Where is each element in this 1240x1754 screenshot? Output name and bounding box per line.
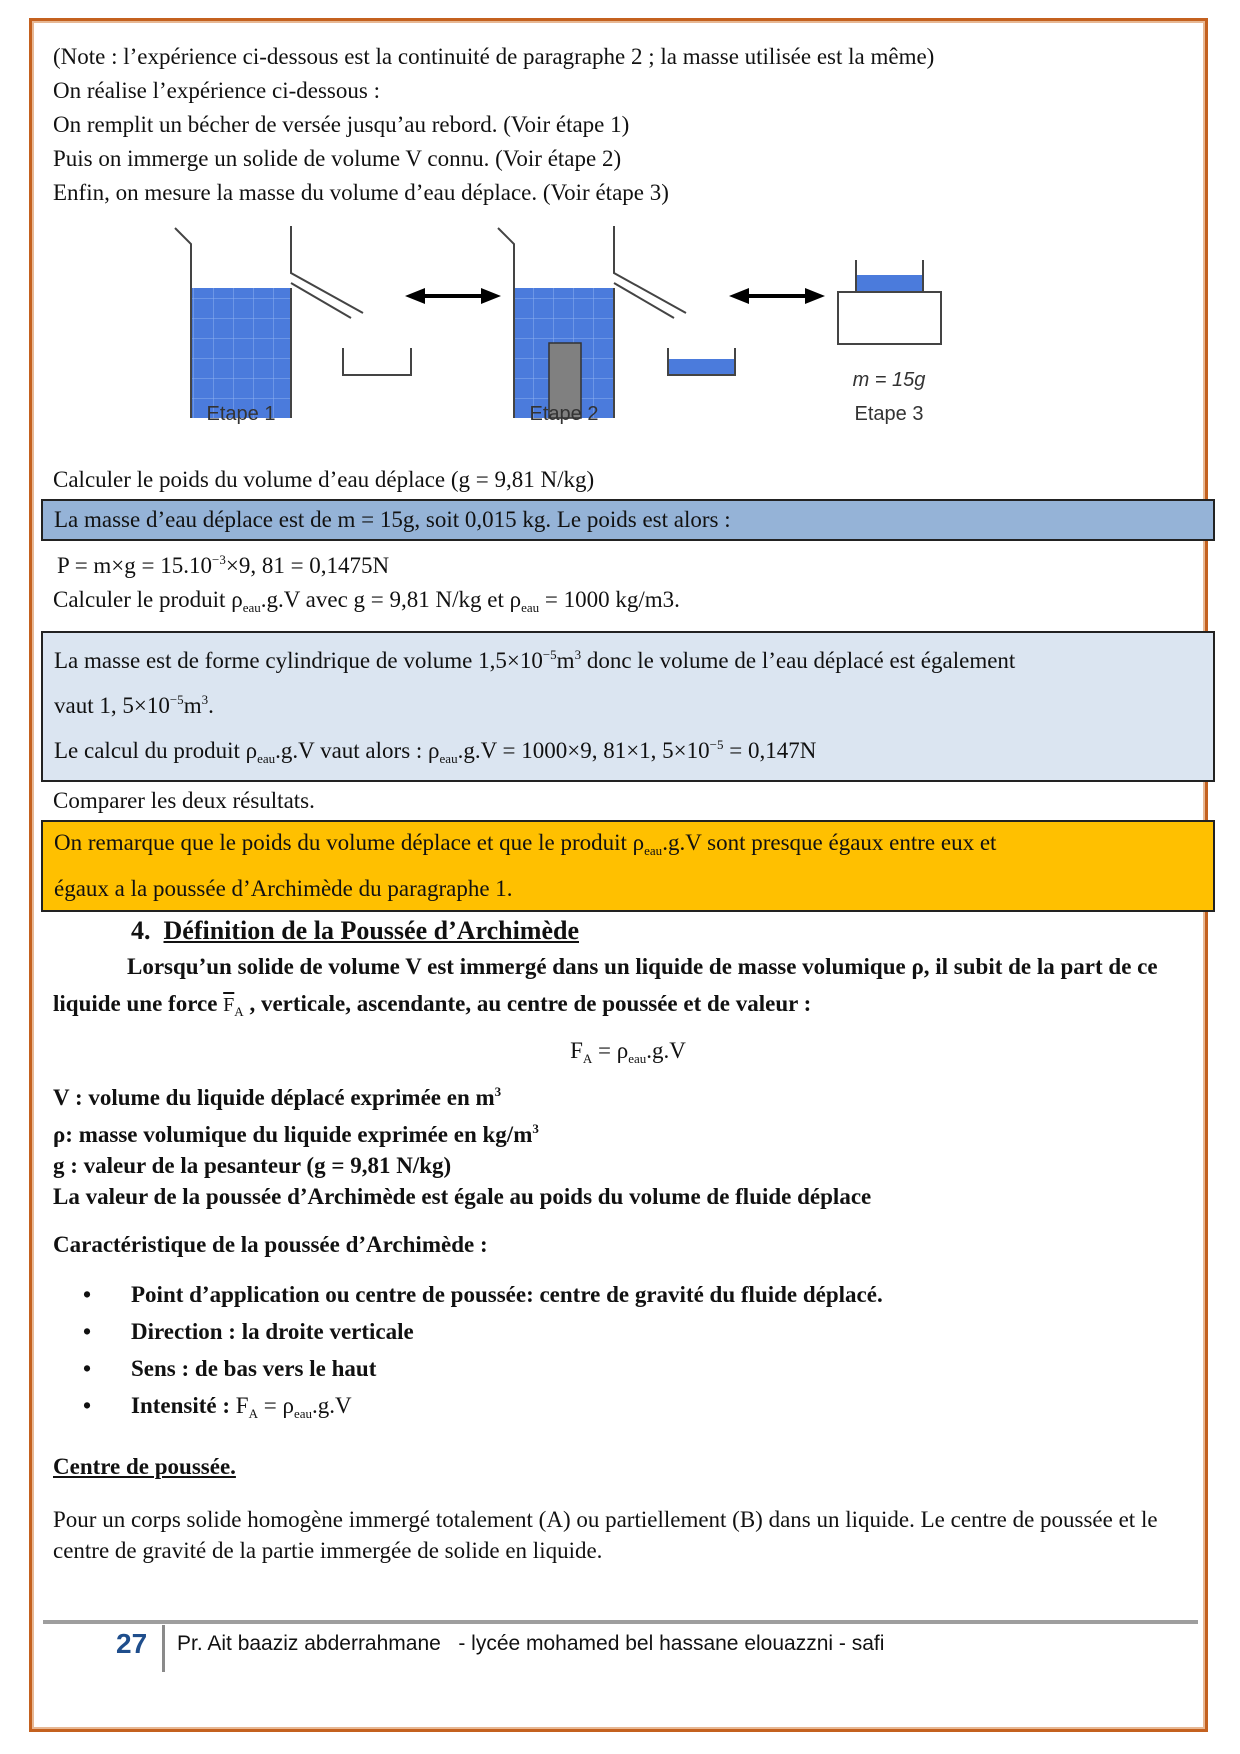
centre-de-poussee-title: Centre de poussée. [53, 1454, 236, 1479]
definition-gravity: g : valeur de la pesanteur (g = 9,81 N/kg) [53, 1153, 452, 1178]
arrow-1 [405, 288, 501, 304]
answer-2-box [41, 631, 1215, 782]
step3-label: Etape 3 [854, 403, 924, 425]
answer-2-line-1: La masse est de forme cylindrique de volume $1,5\times 10^{-5}m^3$ donc le volume de l’eau déplacé est également [54, 647, 1016, 673]
step2-label: Etape 2 [529, 403, 599, 425]
question-3: Comparer les deux résultats. [53, 788, 315, 813]
page-content [53, 40, 1203, 1566]
list-item: • Direction : la droite verticale [83, 1313, 1203, 1350]
centre-de-poussee-text: Pour un corps solide homogène immergé totalement (A) ou partiellement (B) dans un liquide. Le centre de poussée et le centre de gravité de la partie immergée de solide en liquide. [53, 1507, 1158, 1563]
step1-label: Etape 1 [206, 403, 276, 425]
footer-separator [162, 1625, 165, 1672]
answer-3-line-1: On remarque que le poids du volume déplace et que le produit $\rho_{eau}.g.V$ sont presque égaux entre eux et [54, 830, 997, 858]
experiment-figure [53, 218, 1203, 463]
step1-water [192, 288, 291, 418]
step1-beaker [175, 226, 411, 418]
intro-line: On réalise l’expérience ci-dessous : [53, 78, 380, 103]
step3-water [857, 275, 922, 292]
intro-line: On remplit un bécher de versée jusqu’au rebord. (Voir étape 1) [53, 112, 630, 137]
question-1: Calculer le poids du volume d’eau déplace (g = 9,81 N/kg) [53, 467, 595, 492]
characteristics-list [53, 1276, 1203, 1432]
arrow-2 [729, 288, 825, 304]
answer-2-line-2: vaut 1, $5\times 10^{-5}m^3$. [54, 692, 214, 718]
scale-body [838, 292, 941, 344]
intro-line: Puis on immerge un solide de volume V connu. (Voir étape 2) [53, 146, 622, 171]
weight-equation: $P = m\times g = 15.10^{-3}\times 9$, 81 = 0,1475N [57, 552, 390, 578]
answer-1-box [41, 499, 1215, 541]
list-item: • Sens : de bas vers le haut [83, 1350, 1203, 1387]
answer-1-text: La masse d’eau déplace est de m = 15g, soit 0,015 kg. Le poids est alors : [54, 507, 731, 532]
answer-2-line-3: Le calcul du produit $\rho_{eau}.g.V$ vaut alors : $\rho_{eau}.g.V = 1000\times 9$, 81×1, $5\times 10^{-5} = 0,147N$ [54, 737, 817, 766]
page-number: 27 [116, 1628, 148, 1659]
list-item: • Point d’application ou centre de poussée: centre de gravité du fluide déplacé. [83, 1276, 1203, 1313]
question-2: Calculer le produit $\rho_{eau}.g.V$ avec g = 9,81 N/kg et $\rho_{eau} = 1000$ kg/m3. [53, 587, 680, 615]
step3-balance [838, 260, 941, 344]
step2-displaced-water [668, 359, 735, 375]
section-4-heading: 4. Définition de la Poussée d’Archimède [131, 916, 579, 945]
footer-author: Pr. Ait baaziz abderrahmane - lycée mohamed bel hassane elouazzni - safi [177, 1632, 885, 1655]
step2-beaker [498, 226, 735, 418]
experiment-diagram [53, 218, 1203, 463]
characteristics-title: Caractéristique de la poussée d’Archimède : [53, 1232, 488, 1257]
step1-collector [343, 348, 411, 375]
definition-paragraph: Lorsqu’un solide de volume V est immergé dans un liquide de masse volumique ρ, il subit de la part de ce liquide une force $\overline{F}_A$ , verticale, ascendante, au centre de poussée et de valeur : [53, 954, 1158, 1019]
archimedes-statement: La valeur de la poussée d’Archimède est égale au poids du volume de fluide déplace [53, 1184, 872, 1209]
archimedes-formula: $F_A = \rho_{eau}.g.V$ [570, 1038, 686, 1066]
answer-3-box [41, 820, 1215, 912]
footer-divider [43, 1620, 1198, 1624]
section-4-title: Définition de la Poussée d’Archimède [163, 916, 579, 945]
list-item: • Intensité : $F_A = \rho_{eau}.g.V$ [83, 1387, 1203, 1432]
definition-density: ρ: masse volumique du liquide exprimée en $kg/m^3$ [53, 1121, 539, 1147]
intro-note: (Note : l’expérience ci-dessous est la continuité de paragraphe 2 ; la masse utilisée est la même) [53, 44, 935, 69]
intro-line: Enfin, on mesure la masse du volume d’eau déplace. (Voir étape 3) [53, 180, 669, 205]
answer-3-line-2: égaux a la poussée d’Archimède du paragraphe 1. [54, 876, 513, 901]
mass-label: m = 15g [852, 369, 926, 391]
definition-volume: V : volume du liquide déplacé exprimée en $m^3$ [53, 1084, 502, 1110]
